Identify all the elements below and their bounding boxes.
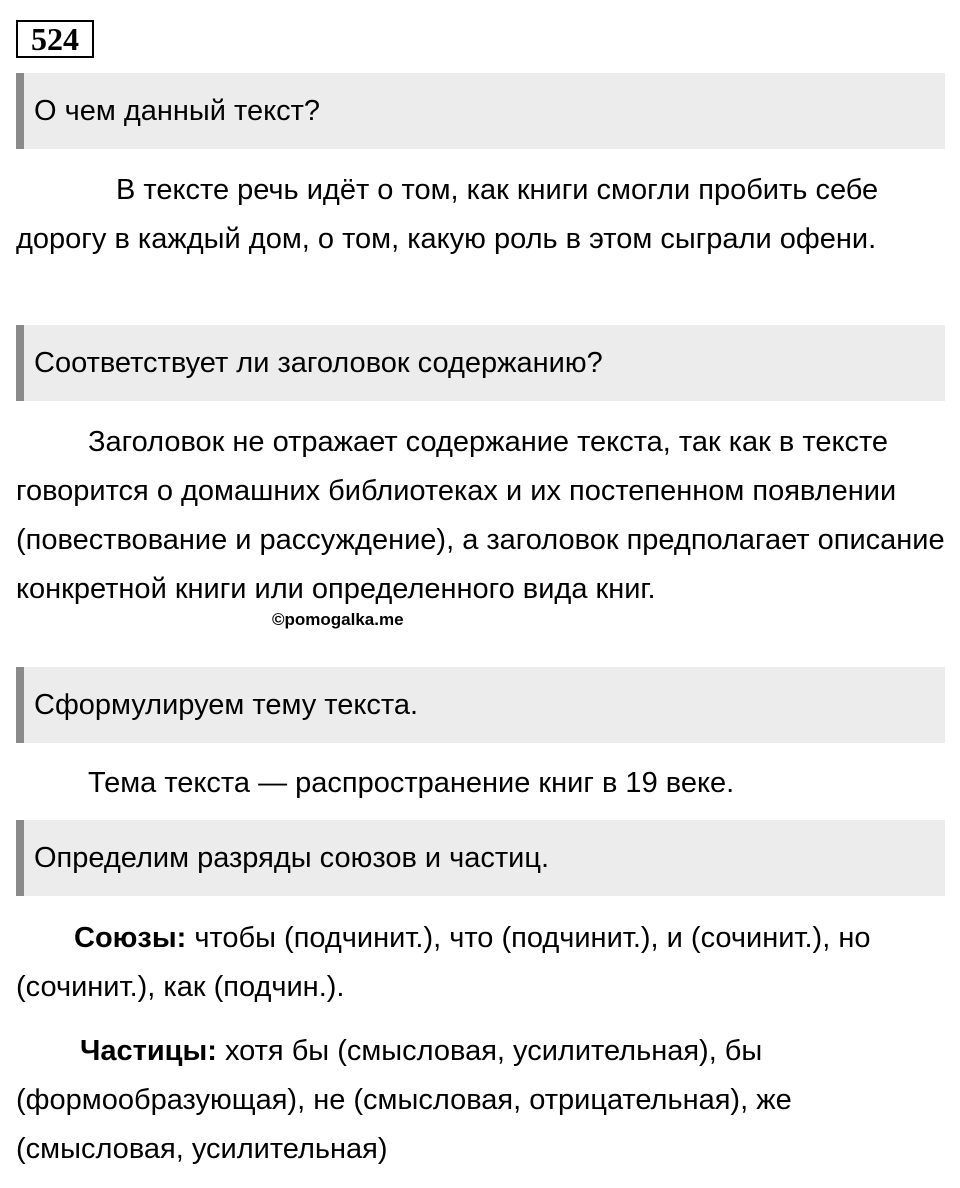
exercise-number: 524 <box>16 20 94 58</box>
question-3: Сформулируем тему текста. <box>16 667 945 743</box>
answer-3-text: Тема текста — распространение книг в 19 веке. <box>88 767 735 799</box>
conjunctions-paragraph <box>16 914 948 1012</box>
conjunctions-text: чтобы (подчинит.), что (подчинит.), и (сочинит.), но (сочинит.), как (подчин.). <box>16 922 871 1003</box>
particles-paragraph <box>16 1027 948 1174</box>
answer-2 <box>16 418 948 614</box>
conjunctions-label: Союзы: <box>74 922 187 954</box>
question-4: Определим разряды союзов и частиц. <box>16 820 945 896</box>
answer-1-text: В тексте речь идёт о том, как книги смогли пробить себе дорогу в каждый дом, о том, какую роль в этом сыграли офени. <box>16 174 879 255</box>
watermark: ©pomogalka.me <box>272 610 404 629</box>
answer-1 <box>16 166 948 264</box>
question-1: О чем данный текст? <box>16 73 945 149</box>
particles-label: Частицы: <box>80 1035 217 1067</box>
particles-text: хотя бы (смысловая, усилительная), бы (формообразующая), не (смысловая, отрицательная), же (смысловая, усилительная) <box>16 1035 792 1165</box>
answer-2-text: Заголовок не отражает содержание текста, так как в тексте говорится о домашних библиотеках и их постепенном появлении (повествование и рассуждение), а заголовок предполагает описание конкретной книги или определенного вида книг. <box>16 426 945 605</box>
question-2: Соответствует ли заголовок содержанию? <box>16 325 945 401</box>
answer-3 <box>16 759 948 808</box>
